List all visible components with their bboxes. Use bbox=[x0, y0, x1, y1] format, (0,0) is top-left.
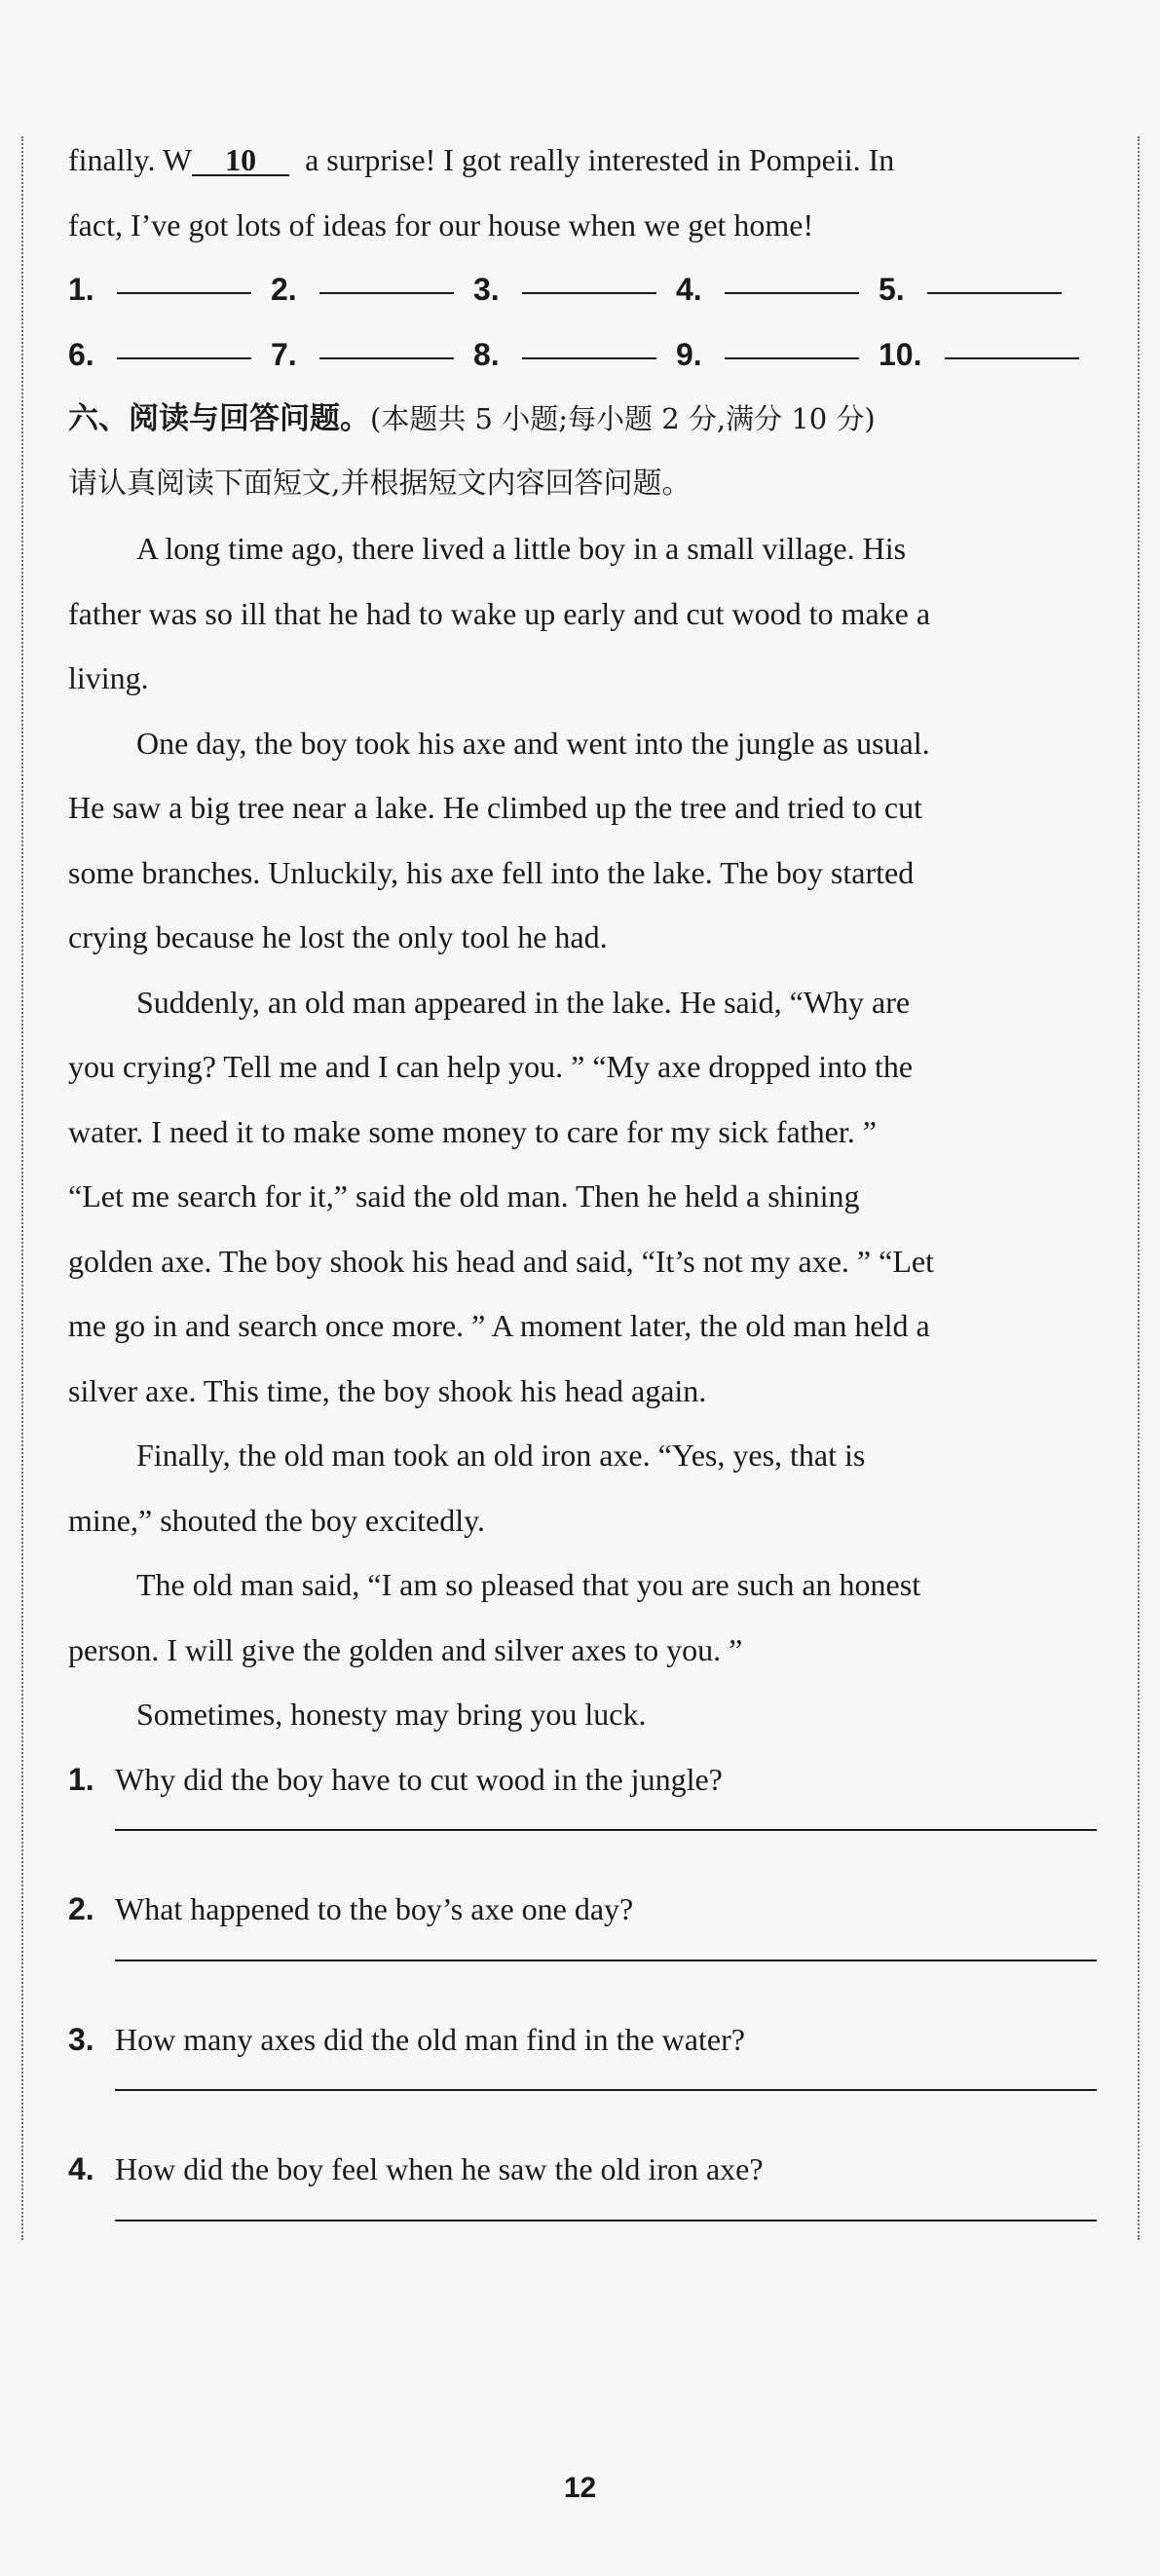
passage-line: silver axe. This time, the boy shook his head again. bbox=[68, 1372, 707, 1408]
question-number: 4. bbox=[68, 2151, 94, 2186]
passage-line: crying because he lost the only tool he had. bbox=[68, 919, 608, 954]
answer-slot-number: 8. bbox=[473, 336, 500, 372]
answer-line[interactable] bbox=[115, 1960, 1097, 1961]
question-text: How many axes did the old man find in the water? bbox=[115, 2021, 745, 2057]
passage-paragraph-2 bbox=[68, 711, 1099, 970]
question-4 bbox=[68, 2137, 1099, 2221]
question-number: 2. bbox=[68, 1891, 94, 1926]
answer-slot bbox=[473, 322, 676, 388]
question-text: What happened to the boy’s axe one day? bbox=[115, 1891, 634, 1926]
passage-line: One day, the boy took his axe and went into the jungle as usual. bbox=[136, 725, 930, 761]
answer-line[interactable] bbox=[115, 2089, 1097, 2091]
question-2 bbox=[68, 1877, 1099, 1961]
passage-line: Sometimes, honesty may bring you luck. bbox=[136, 1697, 647, 1732]
passage-line: Suddenly, an old man appeared in the lake. He said, “Why are bbox=[136, 984, 911, 1020]
passage-paragraph-4 bbox=[68, 1423, 1099, 1552]
page-content bbox=[68, 128, 1099, 2267]
answer-slot bbox=[271, 257, 473, 322]
cloze-line-1-suffix: a surprise! I got really interested in Pompeii. In bbox=[305, 142, 895, 177]
answer-blank[interactable] bbox=[117, 357, 251, 359]
passage-line: you crying? Tell me and I can help you. ” “My axe dropped into the bbox=[68, 1049, 914, 1084]
cloze-line-2: fact, I’ve got lots of ideas for our house when we get home! bbox=[68, 206, 814, 243]
answer-row-2 bbox=[68, 322, 1099, 388]
answer-blank[interactable] bbox=[725, 357, 859, 359]
passage-paragraph-1 bbox=[68, 516, 1099, 711]
passage-line: The old man said, “I am so pleased that you are such an honest bbox=[136, 1567, 921, 1602]
answer-line[interactable] bbox=[115, 1829, 1097, 1831]
answer-slot-number: 2. bbox=[271, 272, 297, 307]
answer-blank[interactable] bbox=[522, 357, 656, 359]
passage-line: Finally, the old man took an old iron axe. “Yes, yes, that is bbox=[136, 1437, 866, 1473]
passage-paragraph-6 bbox=[68, 1682, 1099, 1747]
answer-slot bbox=[676, 322, 879, 388]
question-text: Why did the boy have to cut wood in the jungle? bbox=[115, 1761, 723, 1797]
answer-slot-number: 9. bbox=[676, 336, 702, 372]
answer-slot-number: 10. bbox=[879, 336, 922, 372]
section-instruction: 请认真阅读下面短文,并根据短文内容回答问题。 bbox=[68, 466, 692, 501]
passage-line: me go in and search once more. ” A moment later, the old man held a bbox=[68, 1308, 930, 1343]
section-heading: 六、阅读与回答问题。 bbox=[68, 401, 370, 436]
answer-slot bbox=[879, 257, 1081, 322]
answer-slot bbox=[271, 322, 473, 388]
answer-slot-number: 6. bbox=[68, 336, 94, 372]
answer-slot bbox=[68, 257, 271, 322]
question-number: 3. bbox=[68, 2021, 94, 2057]
passage-line: father was so ill that he had to wake up early and cut wood to make a bbox=[68, 595, 931, 631]
answer-blank[interactable] bbox=[945, 357, 1079, 359]
answer-slot-number: 5. bbox=[879, 272, 905, 307]
passage-line: some branches. Unluckily, his axe fell into the lake. The boy started bbox=[68, 854, 915, 890]
passage-paragraph-5 bbox=[68, 1552, 1099, 1682]
passage-line: He saw a big tree near a lake. He climbed up the tree and tried to cut bbox=[68, 790, 922, 825]
answer-blank[interactable] bbox=[725, 292, 859, 294]
answer-blank[interactable] bbox=[117, 292, 251, 294]
answer-slot-number: 1. bbox=[68, 272, 94, 307]
section-score-note: (本题共 5 小题;每小题 2 分,满分 10 分) bbox=[370, 402, 876, 435]
answer-blank[interactable] bbox=[319, 292, 454, 294]
answer-blank[interactable] bbox=[927, 292, 1062, 294]
passage-paragraph-3 bbox=[68, 970, 1099, 1424]
answer-slot bbox=[473, 257, 676, 322]
passage-line: person. I will give the golden and silver axes to you. ” bbox=[68, 1631, 743, 1667]
page-number: 12 bbox=[563, 2472, 597, 2504]
question-1 bbox=[68, 1747, 1099, 1832]
answer-blank[interactable] bbox=[319, 357, 454, 359]
answer-slot bbox=[68, 322, 271, 388]
passage-line: “Let me search for it,” said the old man. Then he held a shining bbox=[68, 1178, 860, 1213]
answer-slot-number: 7. bbox=[271, 336, 297, 372]
answer-blank[interactable] bbox=[522, 292, 656, 294]
left-binding-line bbox=[21, 136, 23, 2240]
right-binding-line bbox=[1138, 136, 1140, 2240]
answer-row-1 bbox=[68, 257, 1099, 322]
answer-slot-number: 4. bbox=[676, 272, 702, 307]
section-title bbox=[68, 387, 1099, 452]
question-3 bbox=[68, 2007, 1099, 2092]
passage-line: living. bbox=[68, 660, 149, 695]
cloze-blank-10: 10 bbox=[192, 145, 289, 176]
cloze-line-1 bbox=[68, 128, 1099, 193]
question-number: 1. bbox=[68, 1761, 94, 1797]
answer-slot bbox=[879, 322, 1081, 388]
answer-slot-number: 3. bbox=[473, 272, 500, 307]
passage-line: mine,” shouted the boy excitedly. bbox=[68, 1502, 486, 1538]
question-text: How did the boy feel when he saw the old iron axe? bbox=[115, 2151, 764, 2186]
passage-line: A long time ago, there lived a little boy in a small village. His bbox=[136, 531, 907, 566]
passage-line: water. I need it to make some money to care for my sick father. ” bbox=[68, 1113, 877, 1149]
passage-line: golden axe. The boy shook his head and said, “It’s not my axe. ” “Let bbox=[68, 1243, 934, 1279]
cloze-line-1-prefix: finally. W bbox=[68, 142, 193, 177]
answer-line[interactable] bbox=[115, 2220, 1097, 2221]
answer-slot bbox=[676, 257, 879, 322]
